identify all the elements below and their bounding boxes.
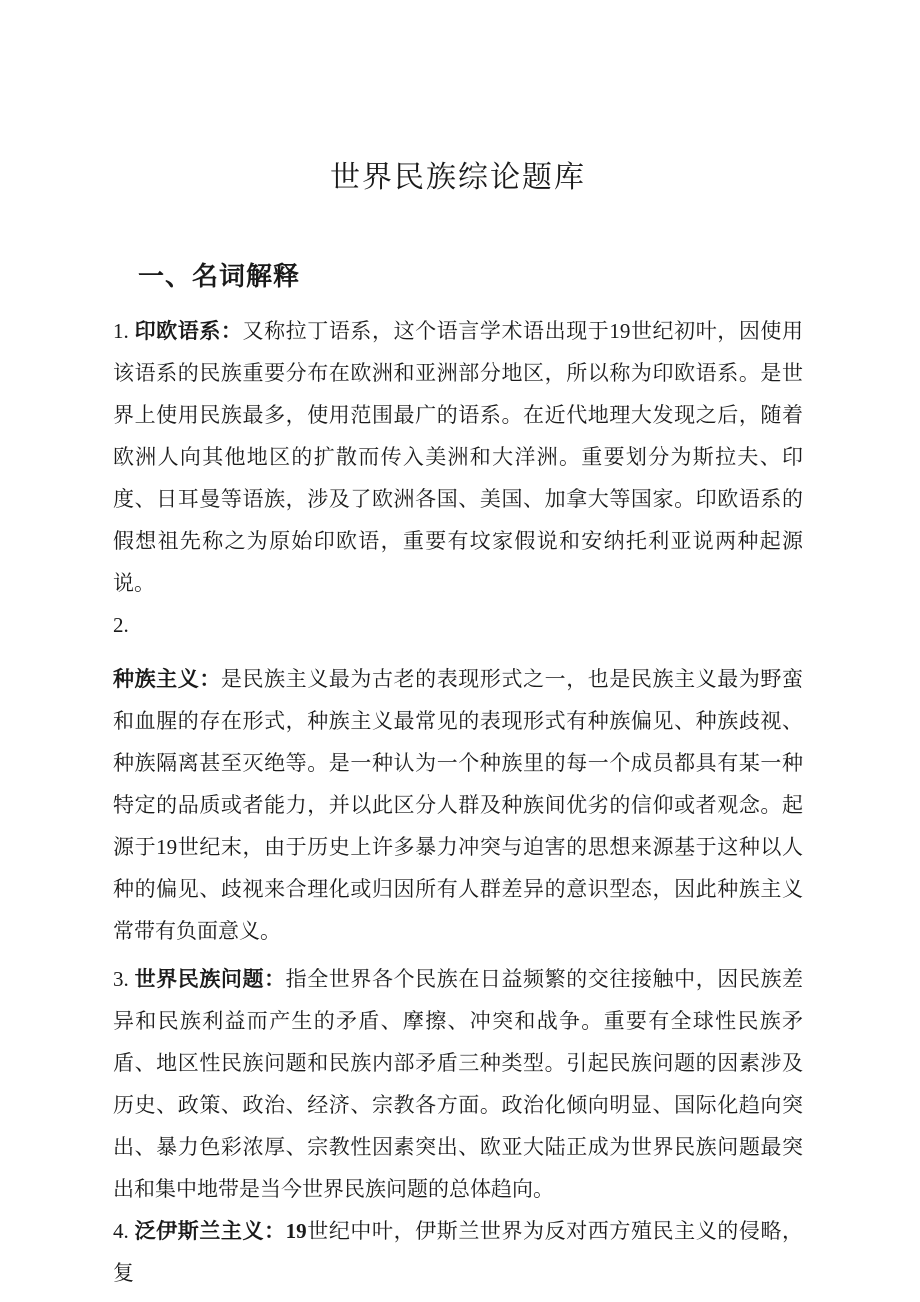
item-number: 4.: [113, 1219, 129, 1243]
definition-paragraph-3: [113, 958, 803, 1210]
item-number: 1.: [113, 319, 129, 343]
document-title: 世界民族综论题库: [330, 161, 586, 194]
definition-paragraph-1: [113, 310, 803, 604]
term-label: 种族主义：: [113, 667, 221, 691]
definition-paragraph-4: [113, 1210, 803, 1294]
term-label: 世界民族问题：: [134, 967, 286, 991]
definition-text: 指全世界各个民族在日益频繁的交往接触中，因民族差异和民族利益而产生的矛盾、摩擦、冲突和战争。重要有全球性民族矛盾、地区性民族问题和民族内部矛盾三种类型。引起民族问题的因素涉及历史、政策、政治、经济、宗教各方面。政治化倾向明显、国际化趋向突出、暴力色彩浓厚、宗教性因素突出、欧亚大陆正成为世界民族问题最突出和集中地带是当今世界民族问题的总体趋向。: [113, 967, 804, 1201]
item-number: 3.: [113, 967, 129, 991]
term-label: 泛伊斯兰主义：: [134, 1219, 286, 1243]
definition-paragraph-2-number: [113, 604, 803, 646]
definition-paragraph-2: [113, 658, 803, 952]
section-heading: 一、名词解释: [138, 262, 301, 291]
definition-text: 是民族主义最为古老的表现形式之一，也是民族主义最为野蛮和血腥的存在形式，种族主义最常见的表现形式有种族偏见、种族歧视、种族隔离甚至灭绝等。是一种认为一个种族里的每一个成员都具有某一种特定的品质或者能力，并以此区分人群及种族间优劣的信仰或者观念。起源于19世纪末，由于历史上许多暴力冲突与迫害的思想来源基于这种以人种的偏见、歧视来合理化或归因所有人群差异的意识型态，因此种族主义常带有负面意义。: [113, 667, 804, 943]
bold-year-text: 19: [285, 1219, 307, 1243]
term-label: 印欧语系：: [134, 319, 243, 343]
item-number: 2.: [113, 613, 129, 637]
definition-text: 又称拉丁语系，这个语言学术语出现于19世纪初叶，因使用该语系的民族重要分布在欧洲和亚洲部分地区，所以称为印欧语系。是世界上使用民族最多，使用范围最广的语系。在近代地理大发现之后，随着欧洲人向其他地区的扩散而传入美洲和大洋洲。重要划分为斯拉夫、印度、日耳曼等语族，涉及了欧洲各国、美国、加拿大等国家。印欧语系的假想祖先称之为原始印欧语，重要有坟家假说和安纳托利亚说两种起源说。: [113, 319, 804, 595]
definition-text: 世纪中叶，伊斯兰世界为反对西方殖民主义的侵略，复: [113, 1219, 804, 1285]
